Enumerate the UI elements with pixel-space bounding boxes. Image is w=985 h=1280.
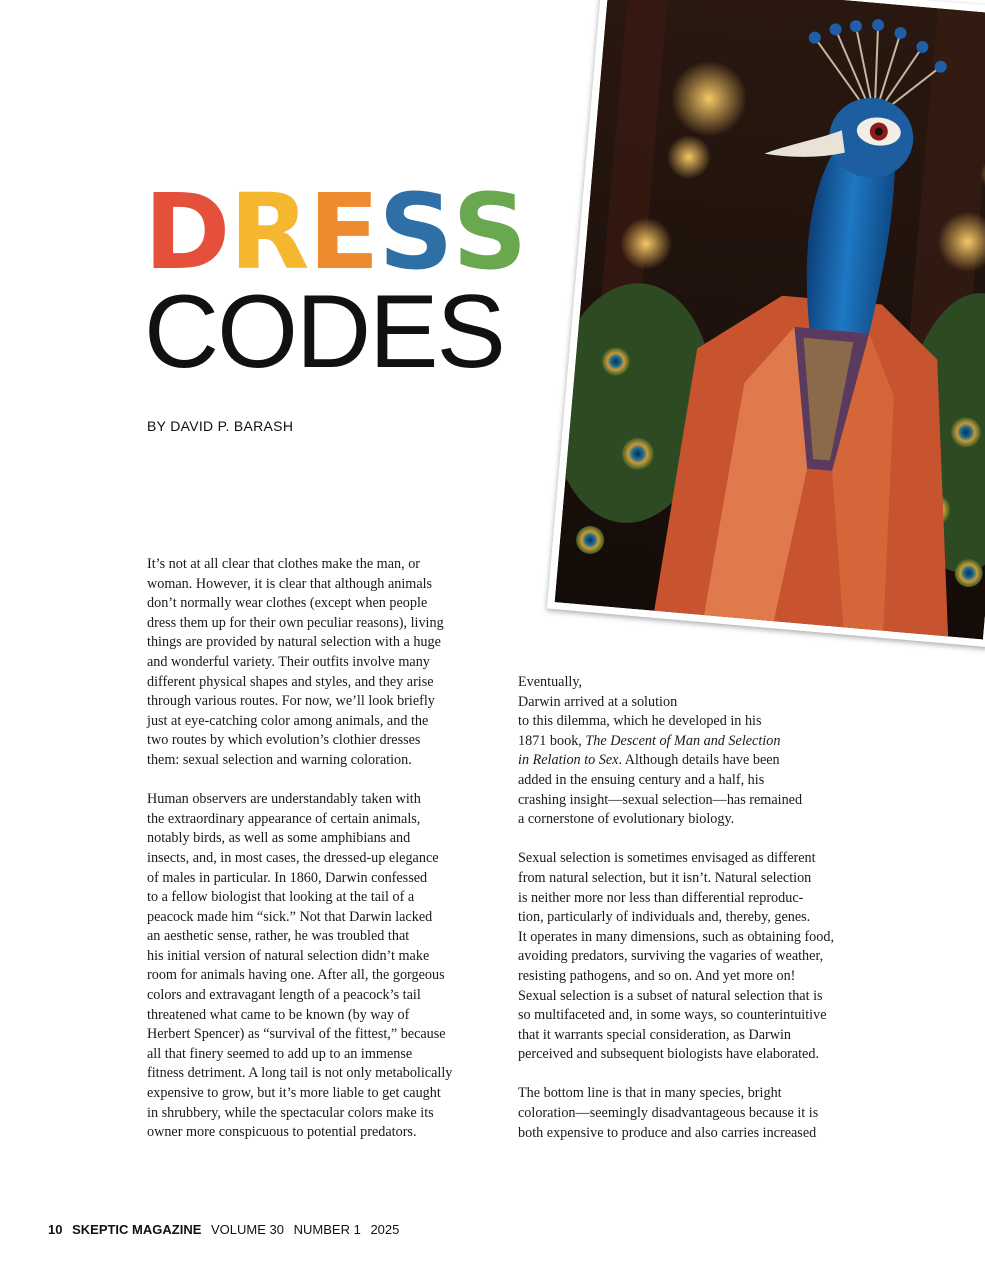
paragraph: Human observers are understandably taken with the extraordinary appearance of certain animals, notably birds, as well as some amphibians and insects, and, in most cases, the dressed-up elegance of males in particular. In 1860, Darwin confessed to a fellow biologist that looking at the tail of a peacock made him “sick.” Not that Darwin lacked an aesthetic sense, rather, he was troubled that his initial version of natural selection didn’t make room for animals having one. After all, the gorgeous colors and extravagant length of a peacock’s tail threatened what came to be known (by way of Herbert Spencer) as “survival of the fittest,” because all that finery seemed to add up to an immense fitness detriment. A long tail is not only metabolically expensive to grow, but it’s more liable to get caught in shrubbery, while the spectacular colors make its owner more conspicuous to potential predators. [147, 791, 453, 1141]
issue-year: 2025 [370, 1222, 400, 1237]
page-footer [48, 1222, 405, 1237]
peacock-photo [547, 0, 985, 647]
book-title: The Descent of Man and Selection in Relation to Sex [518, 732, 781, 769]
title-letter-d: D [144, 171, 230, 293]
paragraph-text: Eventually, Darwin arrived at a solution to this dilemma, which he developed in his 1871 book, [518, 674, 762, 749]
title-letter-s1: S [378, 171, 453, 293]
title-letter-s2: S [452, 171, 527, 293]
title-dress [144, 171, 527, 293]
byline: BY DAVID P. BARASH [147, 418, 294, 434]
article-column-2 [518, 673, 878, 1163]
title-letter-e: E [308, 171, 379, 293]
article-column-1 [147, 555, 492, 1162]
page-number: 10 [48, 1222, 63, 1237]
volume-label: VOLUME 30 [211, 1222, 284, 1237]
paragraph: It’s not at all clear that clothes make the man, or woman. However, it is clear that although animals don’t normally wear clothes (except when people dress them up for their own peculiar reasons), living things are provided by natural selection with a huge and wonderful variety. Their outfits involve many different physical shapes and styles, and they arise through various routes. For now, we’ll look briefly just at eye-catching color among animals, and the two routes by which evolution’s clothier dresses them: sexual selection and warning coloration. [147, 556, 444, 768]
magazine-name: SKEPTIC MAGAZINE [72, 1222, 202, 1237]
paragraph [518, 673, 878, 830]
paragraph: Sexual selection is sometimes envisaged as different from natural selection, but it isn’t. Natural selection is neither more nor less than differential reproduc- tion, particularly of individuals and, thereby, genes. It operates in many dimensions, such as obtaining food, avoiding predators, surviving the vagaries of weather, resisting pathogens, and so on. And yet more on! Sexual selection is a subset of natural selection that is so multifaceted and, in some ways, so counterintuitive that it warrants special consideration, as Darwin perceived and subsequent biologists have elaborated. [518, 850, 835, 1063]
title-letter-r: R [229, 171, 309, 293]
issue-number: NUMBER 1 [293, 1222, 361, 1237]
title-codes: CODES [144, 274, 504, 390]
paragraph: The bottom line is that in many species, bright coloration—seemingly disadvantageous because it is both expensive to produce and also carries increased [518, 1085, 819, 1141]
paragraph-text: . Although details have been added in the ensuing century and a half, his crashing insight—sexual selection—has remained a cornerstone of evolutionary biology. [518, 752, 803, 828]
peacock-icon [555, 0, 985, 640]
